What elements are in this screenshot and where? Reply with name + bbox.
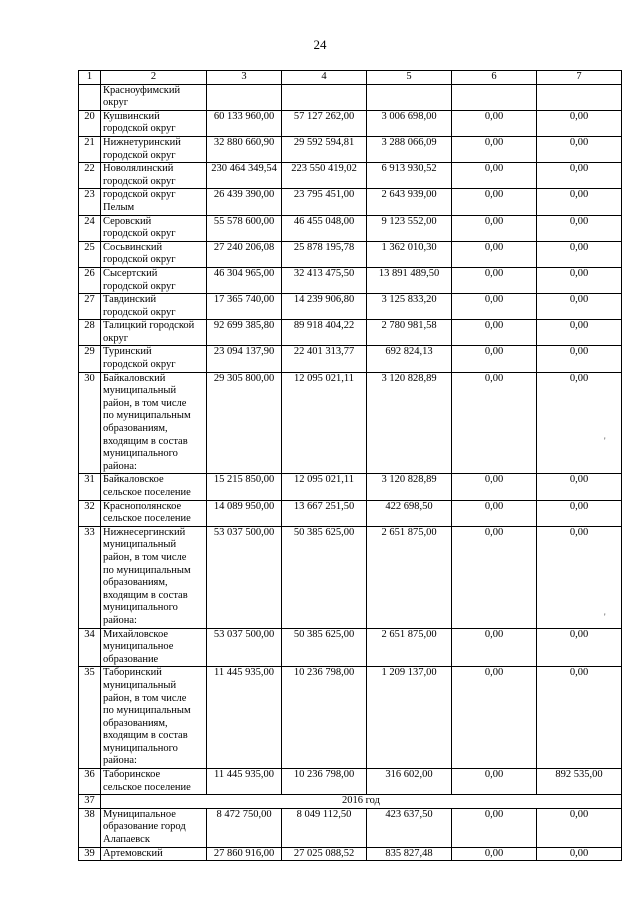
amount-cell-c5: 422 698,50 <box>367 500 452 526</box>
amount-cell-c7: 0,00 <box>537 241 622 267</box>
row-number-cell: 31 <box>79 474 101 500</box>
municipality-name-line: городской округ <box>103 359 176 371</box>
amount-cell-c3: 53 037 500,00 <box>207 526 282 628</box>
amount-cell-c4: 32 413 475,50 <box>282 267 367 293</box>
amount-cell-c4 <box>282 84 367 110</box>
municipality-name-line: Тавдинский <box>103 294 157 306</box>
municipality-name-cell <box>101 136 207 162</box>
amount-cell-c5: 835 827,48 <box>367 847 452 861</box>
amount-cell-c4: 25 878 195,78 <box>282 241 367 267</box>
municipality-name-line: муниципального <box>103 448 178 460</box>
amount-cell-c5 <box>367 84 452 110</box>
municipality-name-line: Алапаевск <box>103 834 150 846</box>
amount-cell-c5: 3 120 828,89 <box>367 372 452 474</box>
municipality-name-line: Нижнесергинский <box>103 526 186 538</box>
amount-cell-c6: 0,00 <box>452 189 537 215</box>
amount-cell-c4: 10 236 798,00 <box>282 769 367 795</box>
amount-cell-c6: 0,00 <box>452 163 537 189</box>
municipality-name-line: по муниципальным <box>103 564 191 576</box>
row-number-cell: 34 <box>79 628 101 667</box>
municipality-name-line: Артемовский <box>103 847 163 859</box>
amount-cell-c7: 0,00 <box>537 847 622 861</box>
municipality-name-line: округ <box>103 97 129 109</box>
amount-cell-c4: 89 918 404,22 <box>282 320 367 346</box>
amount-cell-c5: 6 913 930,52 <box>367 163 452 189</box>
municipality-name-line: входящим в состав <box>103 589 188 601</box>
amount-cell-c3: 46 304 965,00 <box>207 267 282 293</box>
amount-cell-c4: 29 592 594,81 <box>282 136 367 162</box>
amount-cell-c3: 11 445 935,00 <box>207 667 282 769</box>
municipality-name-cell <box>101 241 207 267</box>
amount-cell-c7: 0,00 <box>537 294 622 320</box>
municipality-name-line: по муниципальным <box>103 705 191 717</box>
municipality-name-cell <box>101 474 207 500</box>
row-number-cell: 20 <box>79 110 101 136</box>
row-number-cell: 33 <box>79 526 101 628</box>
budget-table <box>78 70 622 861</box>
amount-cell-c7: 0,00 <box>537 189 622 215</box>
amount-cell-c4: 223 550 419,02 <box>282 163 367 189</box>
table-row <box>79 320 622 346</box>
header-cell: 2 <box>101 71 207 85</box>
amount-cell-c5: 692 824,13 <box>367 346 452 372</box>
municipality-name-line: Таборинский <box>103 667 162 679</box>
row-number-cell: 26 <box>79 267 101 293</box>
amount-cell-c3: 15 215 850,00 <box>207 474 282 500</box>
table-row <box>79 808 622 847</box>
amount-cell-c5: 423 637,50 <box>367 808 452 847</box>
amount-cell-c7: 0,00 <box>537 163 622 189</box>
amount-cell-c6: 0,00 <box>452 215 537 241</box>
amount-cell-c7: 0,00 <box>537 628 622 667</box>
amount-cell-c3: 11 445 935,00 <box>207 769 282 795</box>
municipality-name-line: сельское поселение <box>103 513 191 525</box>
municipality-name-line: сельское поселение <box>103 781 191 793</box>
municipality-name-line: Красноуфимский <box>103 84 181 96</box>
amount-cell-c3: 230 464 349,54 <box>207 163 282 189</box>
amount-cell-c6: 0,00 <box>452 320 537 346</box>
municipality-name-line: муниципальный <box>103 539 177 551</box>
amount-cell-c5: 1 362 010,30 <box>367 241 452 267</box>
municipality-name-line: Пелым <box>103 201 135 213</box>
amount-cell-c6: 0,00 <box>452 474 537 500</box>
amount-cell-c6: 0,00 <box>452 500 537 526</box>
municipality-name-line: муниципального <box>103 742 178 754</box>
table-row <box>79 474 622 500</box>
municipality-name-line: муниципального <box>103 602 178 614</box>
amount-cell-c7: 0,00 <box>537 372 622 474</box>
amount-cell-c3: 23 094 137,90 <box>207 346 282 372</box>
table-row <box>79 84 622 110</box>
row-number-cell: 27 <box>79 294 101 320</box>
municipality-name-cell <box>101 808 207 847</box>
municipality-name-line: Сосьвинский <box>103 241 163 253</box>
amount-cell-c7: 0,00 <box>537 136 622 162</box>
municipality-name-line: образованиям, <box>103 423 168 435</box>
amount-cell-c3: 60 133 960,00 <box>207 110 282 136</box>
municipality-name-line: района: <box>103 460 137 472</box>
municipality-name-line: район, в том числе <box>103 397 187 409</box>
row-number-cell: 38 <box>79 808 101 847</box>
amount-cell-c7 <box>537 84 622 110</box>
row-number-cell: 30 <box>79 372 101 474</box>
margin-mark: ' <box>604 612 606 622</box>
table-row <box>79 628 622 667</box>
municipality-name-line: Нижнетуринский <box>103 136 181 148</box>
municipality-name-line: Таборинское <box>103 769 161 781</box>
amount-cell-c6: 0,00 <box>452 346 537 372</box>
amount-cell-c7: 0,00 <box>537 267 622 293</box>
row-number-cell: 36 <box>79 769 101 795</box>
row-number-cell <box>79 84 101 110</box>
municipality-name-cell <box>101 372 207 474</box>
amount-cell-c3: 53 037 500,00 <box>207 628 282 667</box>
table-row <box>79 189 622 215</box>
amount-cell-c5: 9 123 552,00 <box>367 215 452 241</box>
municipality-name-line: входящим в состав <box>103 435 188 447</box>
municipality-name-line: район, в том числе <box>103 551 187 563</box>
municipality-name-cell <box>101 267 207 293</box>
row-number-cell: 35 <box>79 667 101 769</box>
municipality-name-line: Краснополянское <box>103 500 182 512</box>
municipality-name-line: городской округ <box>103 123 176 135</box>
amount-cell-c3: 17 365 740,00 <box>207 294 282 320</box>
year-heading-cell: 2016 год <box>101 795 622 809</box>
row-number-cell: 28 <box>79 320 101 346</box>
municipality-name-line: городской округ <box>103 306 176 318</box>
amount-cell-c5: 316 602,00 <box>367 769 452 795</box>
row-number-cell: 21 <box>79 136 101 162</box>
table-row <box>79 294 622 320</box>
amount-cell-c3: 27 860 916,00 <box>207 847 282 861</box>
municipality-name-cell <box>101 847 207 861</box>
municipality-name-cell <box>101 320 207 346</box>
municipality-name-line: Талицкий городской <box>103 320 195 332</box>
row-number-cell: 22 <box>79 163 101 189</box>
municipality-name-cell <box>101 526 207 628</box>
amount-cell-c6: 0,00 <box>452 847 537 861</box>
amount-cell-c6: 0,00 <box>452 110 537 136</box>
row-number-cell: 24 <box>79 215 101 241</box>
municipality-name-line: муниципальное <box>103 641 174 653</box>
municipality-name-line: Муниципальное <box>103 808 176 820</box>
municipality-name-line: Кушвинский <box>103 110 160 122</box>
municipality-name-line: городской округ <box>103 149 176 161</box>
municipality-name-line: городской округ <box>103 254 176 266</box>
amount-cell-c3: 27 240 206,08 <box>207 241 282 267</box>
amount-cell-c5: 13 891 489,50 <box>367 267 452 293</box>
amount-cell-c7: 0,00 <box>537 474 622 500</box>
table-row <box>79 241 622 267</box>
table-row <box>79 163 622 189</box>
municipality-name-line: городской округ <box>103 280 176 292</box>
amount-cell-c7: 0,00 <box>537 320 622 346</box>
row-number-cell: 37 <box>79 795 101 809</box>
municipality-name-cell <box>101 667 207 769</box>
amount-cell-c5: 2 643 939,00 <box>367 189 452 215</box>
header-cell: 1 <box>79 71 101 85</box>
amount-cell-c7: 0,00 <box>537 667 622 769</box>
header-cell: 7 <box>537 71 622 85</box>
table-row <box>79 847 622 861</box>
amount-cell-c7: 0,00 <box>537 110 622 136</box>
municipality-name-line: Серовский <box>103 215 152 227</box>
row-number-cell: 23 <box>79 189 101 215</box>
margin-mark: ' <box>604 436 606 446</box>
amount-cell-c6: 0,00 <box>452 628 537 667</box>
amount-cell-c5: 3 006 698,00 <box>367 110 452 136</box>
header-cell: 6 <box>452 71 537 85</box>
amount-cell-c4: 12 095 021,11 <box>282 474 367 500</box>
municipality-name-line: образование город <box>103 821 186 833</box>
amount-cell-c7: 0,00 <box>537 346 622 372</box>
amount-cell-c6: 0,00 <box>452 267 537 293</box>
amount-cell-c3: 32 880 660,90 <box>207 136 282 162</box>
municipality-name-line: район, в том числе <box>103 692 187 704</box>
municipality-name-line: сельское поселение <box>103 487 191 498</box>
municipality-name-cell <box>101 346 207 372</box>
municipality-name-line: муниципальный <box>103 679 177 691</box>
row-number-cell: 25 <box>79 241 101 267</box>
municipality-name-line: округ <box>103 332 129 344</box>
amount-cell-c4: 27 025 088,52 <box>282 847 367 861</box>
municipality-name-cell <box>101 84 207 110</box>
amount-cell-c6: 0,00 <box>452 769 537 795</box>
municipality-name-cell <box>101 294 207 320</box>
municipality-name-line: городской округ <box>103 175 176 187</box>
header-cell: 4 <box>282 71 367 85</box>
amount-cell-c4: 57 127 262,00 <box>282 110 367 136</box>
amount-cell-c4: 10 236 798,00 <box>282 667 367 769</box>
amount-cell-c6: 0,00 <box>452 241 537 267</box>
municipality-name-line: Сысертский <box>103 267 158 279</box>
amount-cell-c6 <box>452 84 537 110</box>
table-row <box>79 136 622 162</box>
municipality-name-cell <box>101 110 207 136</box>
amount-cell-c5: 2 651 875,00 <box>367 526 452 628</box>
amount-cell-c4: 13 667 251,50 <box>282 500 367 526</box>
municipality-name-cell <box>101 500 207 526</box>
amount-cell-c4: 12 095 021,11 <box>282 372 367 474</box>
table-row <box>79 215 622 241</box>
municipality-name-line: района: <box>103 755 137 767</box>
amount-cell-c3: 8 472 750,00 <box>207 808 282 847</box>
amount-cell-c5: 3 125 833,20 <box>367 294 452 320</box>
amount-cell-c5: 3 120 828,89 <box>367 474 452 500</box>
amount-cell-c6: 0,00 <box>452 808 537 847</box>
table-row <box>79 795 622 809</box>
amount-cell-c7: 0,00 <box>537 215 622 241</box>
municipality-name-line: образование <box>103 653 159 665</box>
table-row <box>79 769 622 795</box>
municipality-name-line: Туринский <box>103 346 152 358</box>
table-row <box>79 267 622 293</box>
municipality-name-line: городской округ <box>103 228 176 240</box>
amount-cell-c6: 0,00 <box>452 136 537 162</box>
municipality-name-line: по муниципальным <box>103 410 191 422</box>
table-row <box>79 526 622 628</box>
amount-cell-c4: 8 049 112,50 <box>282 808 367 847</box>
row-number-cell: 32 <box>79 500 101 526</box>
municipality-name-line: Байкаловский <box>103 372 166 384</box>
amount-cell-c3: 92 699 385,80 <box>207 320 282 346</box>
municipality-name-line: муниципальный <box>103 385 177 397</box>
municipality-name-line: входящим в состав <box>103 730 188 742</box>
municipality-name-cell <box>101 769 207 795</box>
municipality-name-line: образованиям, <box>103 717 168 729</box>
amount-cell-c3: 26 439 390,00 <box>207 189 282 215</box>
table-row <box>79 372 622 474</box>
municipality-name-line: городской округ <box>103 189 176 201</box>
amount-cell-c3 <box>207 84 282 110</box>
amount-cell-c4: 50 385 625,00 <box>282 628 367 667</box>
amount-cell-c4: 14 239 906,80 <box>282 294 367 320</box>
table-row <box>79 667 622 769</box>
amount-cell-c4: 23 795 451,00 <box>282 189 367 215</box>
amount-cell-c6: 0,00 <box>452 372 537 474</box>
row-number-cell: 29 <box>79 346 101 372</box>
amount-cell-c5: 2 780 981,58 <box>367 320 452 346</box>
header-cell: 3 <box>207 71 282 85</box>
amount-cell-c7: 892 535,00 <box>537 769 622 795</box>
header-cell: 5 <box>367 71 452 85</box>
municipality-name-cell <box>101 163 207 189</box>
municipality-name-line: Байкаловское <box>103 474 164 486</box>
amount-cell-c4: 22 401 313,77 <box>282 346 367 372</box>
page-number: 24 <box>313 37 327 52</box>
amount-cell-c6: 0,00 <box>452 294 537 320</box>
amount-cell-c6: 0,00 <box>452 667 537 769</box>
amount-cell-c3: 29 305 800,00 <box>207 372 282 474</box>
table-row <box>79 500 622 526</box>
amount-cell-c6: 0,00 <box>452 526 537 628</box>
amount-cell-c7: 0,00 <box>537 526 622 628</box>
amount-cell-c7: 0,00 <box>537 808 622 847</box>
amount-cell-c4: 46 455 048,00 <box>282 215 367 241</box>
amount-cell-c5: 3 288 066,09 <box>367 136 452 162</box>
municipality-name-line: Новолялинский <box>103 163 174 175</box>
amount-cell-c4: 50 385 625,00 <box>282 526 367 628</box>
table-row <box>79 110 622 136</box>
amount-cell-c3: 14 089 950,00 <box>207 500 282 526</box>
amount-cell-c5: 2 651 875,00 <box>367 628 452 667</box>
table-row <box>79 346 622 372</box>
municipality-name-line: образованиям, <box>103 577 168 589</box>
row-number-cell: 39 <box>79 847 101 861</box>
amount-cell-c7: 0,00 <box>537 500 622 526</box>
amount-cell-c5: 1 209 137,00 <box>367 667 452 769</box>
municipality-name-cell <box>101 628 207 667</box>
municipality-name-cell <box>101 189 207 215</box>
table-header-row <box>79 71 622 85</box>
municipality-name-line: Михайловское <box>103 628 168 640</box>
municipality-name-line: района: <box>103 614 137 626</box>
municipality-name-cell <box>101 215 207 241</box>
amount-cell-c3: 55 578 600,00 <box>207 215 282 241</box>
